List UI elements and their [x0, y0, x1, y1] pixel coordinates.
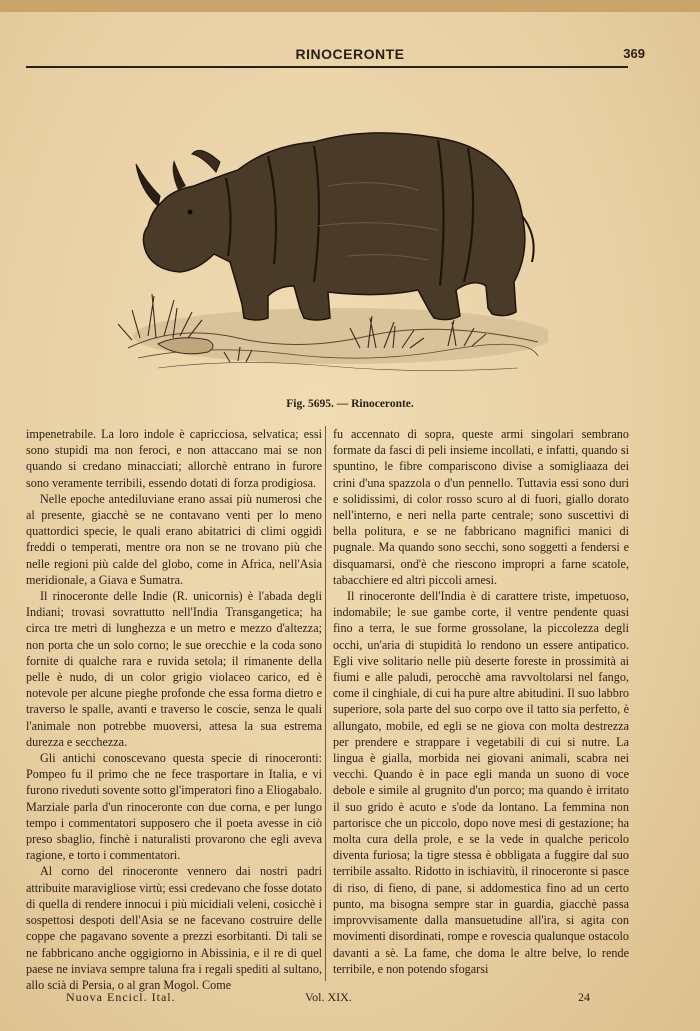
paragraph: Al corno del rinoceronte vennero dai nostri padri attribuite maravigliose virtù; essi credevano che fosse dotato di quella di rendere innocui i più micidiali veleni, cosicchè i sospettosi despoti dell'Asia se ne facevano costruire delle coppe che pagavano sovente a prezzi esorbitanti. Di tali se ne fabbricano anche oggigiorno in Abissinia, e il re di quel paese ne inviava sempre taluna fra i regali spediti al sultano, allo scià di Persia, o al gran Mogol. Come	[26, 864, 322, 992]
page-top-edge	[0, 0, 700, 12]
running-header-title: RINOCERONTE	[295, 46, 405, 62]
rhinoceros	[136, 133, 534, 320]
paragraph: Il rinoceronte dell'India è di carattere triste, impetuoso, indomabile; le sue gambe corte, il ventre pendente quasi fino a terra, le sue forme grossolane, la piccolezza degli occhi, un'aria di stupidità lo rendono un essere antipatico. Egli vive solitario nelle più deserte foreste in prossimità ai fiumi e alle paludi, perocchè ama ravvoltolarsi nel fango, come il cinghiale, di cui ha pure altre abitudini. Il suo labbro superiore, sola parte del suo corpo ove il tatto sia perfetto, è allungato, mobile, ed egli se ne giova con molta destrezza per prendere e strappare i vegetabili di cui si nutre. La lingua è gialla, morbida nei giovani animali, scabra nei vecchi. Quando è in pace egli manda un suono di voce debole e simile al grugnito d'un porco; ma quando è irritato il suo grido è acuto e s'ode da lontano. La femmina non partorisce che un piccolo, dopo nove mesi di gestazione; ha molta cura della prole, e se la vede in qualche pericolo diventa furiosa; la tigre stessa è obbligata a fuggire dal suo terribile assalto. Ridotto in ischiavitù, il rinoceronte si pasce di riso, di fieno, di pane, si addomestica fino ad un certo punto, ma bisogna sempre star in guardia, giacchè passa improvvisamente dalla mansuetudine all'ira, si agita con movimenti disordinati, rompe e rovescia qualunque ostacolo davanti a sè. La fame, che doma le altre belve, lo rende terribile, e non potendo sfogarsi	[333, 589, 629, 976]
footer-publication: Nuova Encicl. Ital.	[66, 990, 176, 1004]
paragraph: Gli antichi conoscevano questa specie di rinoceronti: Pompeo fu il primo che ne fece trasportare in Italia, e vi furono riveduti sovente sotto gl'imperatori fino a Eliogabalo. Marziale parla d'un rinoceronte con due corna, e per lungo tempo i commentatori supposero che il poeta avesse in ciò preso sbaglio, finchè i naturalisti provarono che egli aveva ragione, e torto i commentatori.	[26, 751, 322, 863]
column-divider	[325, 426, 326, 981]
header-rule	[26, 66, 628, 68]
footer-volume: Vol. XIX.	[305, 990, 352, 1004]
paragraph: impenetrabile. La loro indole è capricciosa, selvatica; essi sono stupidi ma non feroci, e non attaccano mai se non quando si credano minacciati; allorchè entrano in furore sono veramente terribili, essendo dotati di forza prodigiosa.	[26, 427, 322, 490]
text-column-right	[333, 426, 629, 977]
figure-caption: Fig. 5695. — Rinoceronte.	[286, 398, 414, 410]
text-column-left	[26, 426, 322, 993]
paragraph: Il rinoceronte delle Indie (R. unicornis) è l'abada degli Indiani; trovasi sovrattutto nell'India Transgangetica; ha circa tre metri di lunghezza e un metro e mezzo d'altezza; non porta che un solo corno; le sue orecchie e la coda sono fornite di qualche rara e ruvida setola; il rimanente della pelle è nudo, di un color grigio violaceo carico, ed è notevole per alcune pieghe profonde che essa forma dietro e traverso le spalle, avanti e traverso le coscie, senza le quali l'animale non potrebbe muoversi, attesa la sua estrema durezza e secchezza.	[26, 589, 322, 749]
page-number: 369	[623, 46, 645, 61]
paragraph: Nelle epoche antediluviane erano assai più numerosi che al presente, giacchè se ne contavano venti per lo meno quattordici specie, le quali erano abitatrici di climi oggidì freddi o temperati, mentre ora non se ne trovano più che nelle regioni più calde del globo, come in Africa, nell'Asia meridionale, a Giava e Sumatra.	[26, 491, 322, 587]
paragraph: fu accennato di sopra, queste armi singolari sembrano formate da fasci di peli insieme incollati, e infatti, quando si spuntino, le fibre compariscono divise a somigliaaza dei crini d'una spazzola o d'un pennello. Tuttavia essi sono duri e solidissimi, di color rosso scuro al di fuori, giallo dorato nell'interno, e neri nella parte centrale; sono suscettivi di bella politura, e se ne fabbricano magnifici manici di pugnale. Ma quando sono secchi, sono soggetti a fendersi e disquamarsi, ond'è che riescono impropri a farne scatole, tabacchiere ed altri piccoli arnesi.	[333, 427, 629, 587]
footer-signature: 24	[578, 990, 590, 1004]
rhinoceros-engraving	[118, 86, 548, 386]
